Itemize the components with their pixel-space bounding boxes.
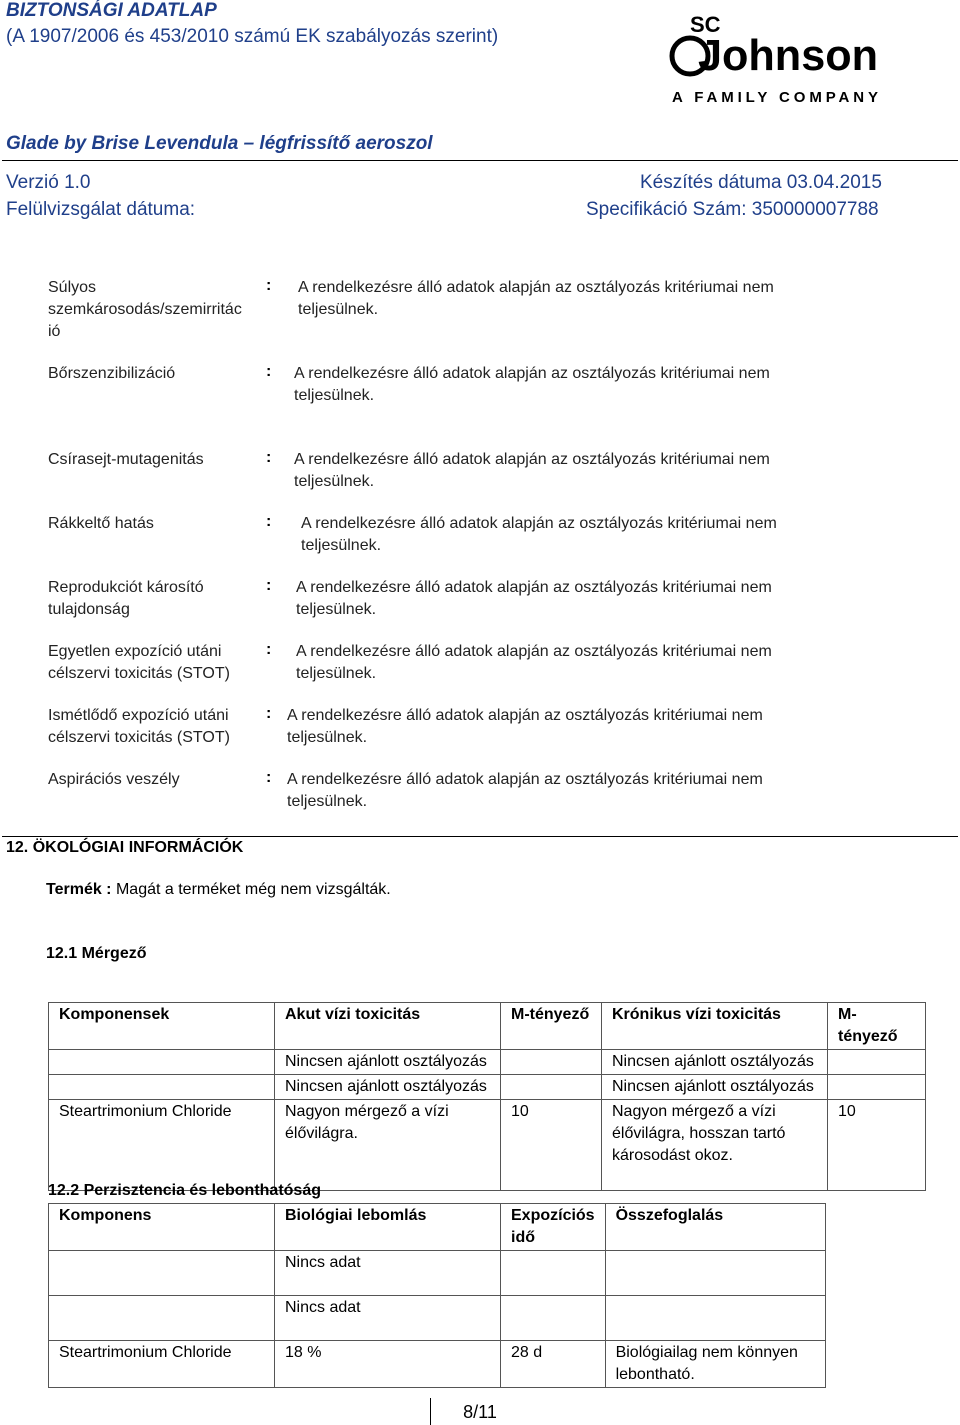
cell: 28 d bbox=[501, 1341, 606, 1388]
spec-number: Specifikáció Szám: 350000007788 bbox=[586, 199, 879, 220]
colon: : bbox=[266, 577, 272, 594]
header-cell: M-tényező bbox=[501, 1003, 602, 1050]
cell: Nincs adat bbox=[275, 1251, 501, 1296]
document-title: BIZTONSÁGI ADATLAP bbox=[6, 0, 217, 21]
product-label: Termék : bbox=[46, 881, 112, 898]
tox-value: A rendelkezésre álló adatok alapján az osztályozás kritériumai nem teljesülnek. bbox=[298, 279, 774, 318]
table-header-row bbox=[49, 1204, 826, 1251]
colon: : bbox=[266, 641, 272, 658]
tox-label: Reprodukciót károsító tulajdonság bbox=[48, 579, 204, 618]
colon: : bbox=[266, 277, 272, 294]
section-heading: 12. ÖKOLÓGIAI INFORMÁCIÓK bbox=[6, 839, 244, 856]
tox-value: A rendelkezésre álló adatok alapján az osztályozás kritériumai nem teljesülnek. bbox=[301, 515, 777, 554]
header-cell: Komponens bbox=[49, 1204, 275, 1251]
cell: 10 bbox=[501, 1100, 602, 1191]
cell bbox=[49, 1251, 275, 1296]
header-cell: Komponensek bbox=[49, 1003, 275, 1050]
tox-label: Ismétlődő expozíció utáni célszervi toxicitás (STOT) bbox=[48, 707, 230, 746]
cell bbox=[605, 1251, 825, 1296]
page-divider bbox=[430, 1398, 431, 1425]
header-cell: Összefoglalás bbox=[605, 1204, 825, 1251]
cell: Nincs adat bbox=[275, 1296, 501, 1341]
cell bbox=[828, 1050, 926, 1075]
cell: Nincsen ajánlott osztályozás bbox=[275, 1050, 501, 1075]
tox-label: Egyetlen expozíció utáni célszervi toxicitás (STOT) bbox=[48, 643, 230, 682]
logo-johnson: Johnson bbox=[698, 31, 878, 80]
cell: 18 % bbox=[275, 1341, 501, 1388]
subsection-toxicity: 12.1 Mérgező bbox=[46, 945, 147, 962]
cell bbox=[501, 1050, 602, 1075]
cell: Nincsen ajánlott osztályozás bbox=[602, 1075, 828, 1100]
cell bbox=[501, 1075, 602, 1100]
logo-tagline: A FAMILY COMPANY bbox=[672, 89, 878, 106]
revision-date: Felülvizsgálat dátuma: bbox=[6, 199, 196, 220]
tox-value: A rendelkezésre álló adatok alapján az osztályozás kritériumai nem teljesülnek. bbox=[287, 771, 763, 810]
table-row bbox=[49, 1075, 926, 1100]
header-cell: Biológiai lebomlás bbox=[275, 1204, 501, 1251]
cell: Nincsen ajánlott osztályozás bbox=[602, 1050, 828, 1075]
sc-johnson-logo bbox=[668, 6, 882, 106]
tox-value: A rendelkezésre álló adatok alapján az osztályozás kritériumai nem teljesülnek. bbox=[296, 643, 772, 682]
cell: Nagyon mérgező a vízi élővilágra, hosszan tartó károsodást okoz. bbox=[602, 1100, 828, 1191]
logo-sc: SC bbox=[690, 12, 721, 37]
colon: : bbox=[266, 769, 272, 786]
table-row bbox=[49, 1100, 926, 1191]
cell bbox=[501, 1296, 606, 1341]
cell bbox=[828, 1075, 926, 1100]
tox-label: Bőrszenzibilizáció bbox=[48, 365, 176, 382]
tox-label: Aspirációs veszély bbox=[48, 771, 180, 788]
cell bbox=[49, 1296, 275, 1341]
tox-value: A rendelkezésre álló adatok alapján az osztályozás kritériumai nem teljesülnek. bbox=[296, 579, 772, 618]
cell: Nincsen ajánlott osztályozás bbox=[275, 1075, 501, 1100]
tox-value: A rendelkezésre álló adatok alapján az osztályozás kritériumai nem teljesülnek. bbox=[294, 365, 770, 404]
subsection-persistence: 12.2 Perzisztencia és lebonthatóság bbox=[48, 1182, 321, 1199]
colon: : bbox=[266, 449, 272, 466]
header-cell: Krónikus vízi toxicitás bbox=[602, 1003, 828, 1050]
product-test-note bbox=[46, 881, 391, 899]
table-row bbox=[49, 1296, 826, 1341]
cell bbox=[49, 1050, 275, 1075]
colon: : bbox=[266, 513, 272, 530]
header-cell: M-tényező bbox=[828, 1003, 926, 1050]
created-date: Készítés dátuma 03.04.2015 bbox=[640, 172, 882, 193]
cell bbox=[501, 1251, 606, 1296]
cell: Steartrimonium Chloride bbox=[49, 1341, 275, 1388]
tox-value: A rendelkezésre álló adatok alapján az osztályozás kritériumai nem teljesülnek. bbox=[287, 707, 763, 746]
table-row bbox=[49, 1050, 926, 1075]
header-cell: Akut vízi toxicitás bbox=[275, 1003, 501, 1050]
table-row bbox=[49, 1251, 826, 1296]
tox-label: Csírasejt-mutagenitás bbox=[48, 451, 204, 468]
version: Verzió 1.0 bbox=[6, 172, 91, 193]
tox-label: Súlyos szemkárosodás/szemirritác ió bbox=[48, 279, 242, 340]
cell: Biológiailag nem könnyen lebontható. bbox=[605, 1341, 825, 1388]
page-number: 8/11 bbox=[463, 1402, 497, 1422]
table-header-row bbox=[49, 1003, 926, 1050]
persistence-table bbox=[48, 1203, 826, 1388]
regulation-subtitle: (A 1907/2006 és 453/2010 számú EK szabályozás szerint) bbox=[6, 26, 499, 47]
product-name: Glade by Brise Levendula – légfrissítő aeroszol bbox=[6, 133, 433, 154]
table-row bbox=[49, 1341, 826, 1388]
colon: : bbox=[266, 705, 272, 722]
cell: Steartrimonium Chloride bbox=[49, 1100, 275, 1191]
product-text: Magát a terméket még nem vizsgálták. bbox=[115, 881, 391, 898]
cell: Nagyon mérgező a vízi élővilágra. bbox=[275, 1100, 501, 1191]
section-divider bbox=[2, 836, 958, 837]
colon: : bbox=[266, 363, 272, 380]
header-cell: Expozíciós idő bbox=[501, 1204, 606, 1251]
cell: 10 bbox=[828, 1100, 926, 1191]
tox-value: A rendelkezésre álló adatok alapján az osztályozás kritériumai nem teljesülnek. bbox=[294, 451, 770, 490]
header-divider bbox=[2, 160, 958, 161]
tox-label: Rákkeltő hatás bbox=[48, 515, 154, 532]
cell bbox=[49, 1075, 275, 1100]
cell bbox=[605, 1296, 825, 1341]
toxicity-table bbox=[48, 1002, 926, 1191]
